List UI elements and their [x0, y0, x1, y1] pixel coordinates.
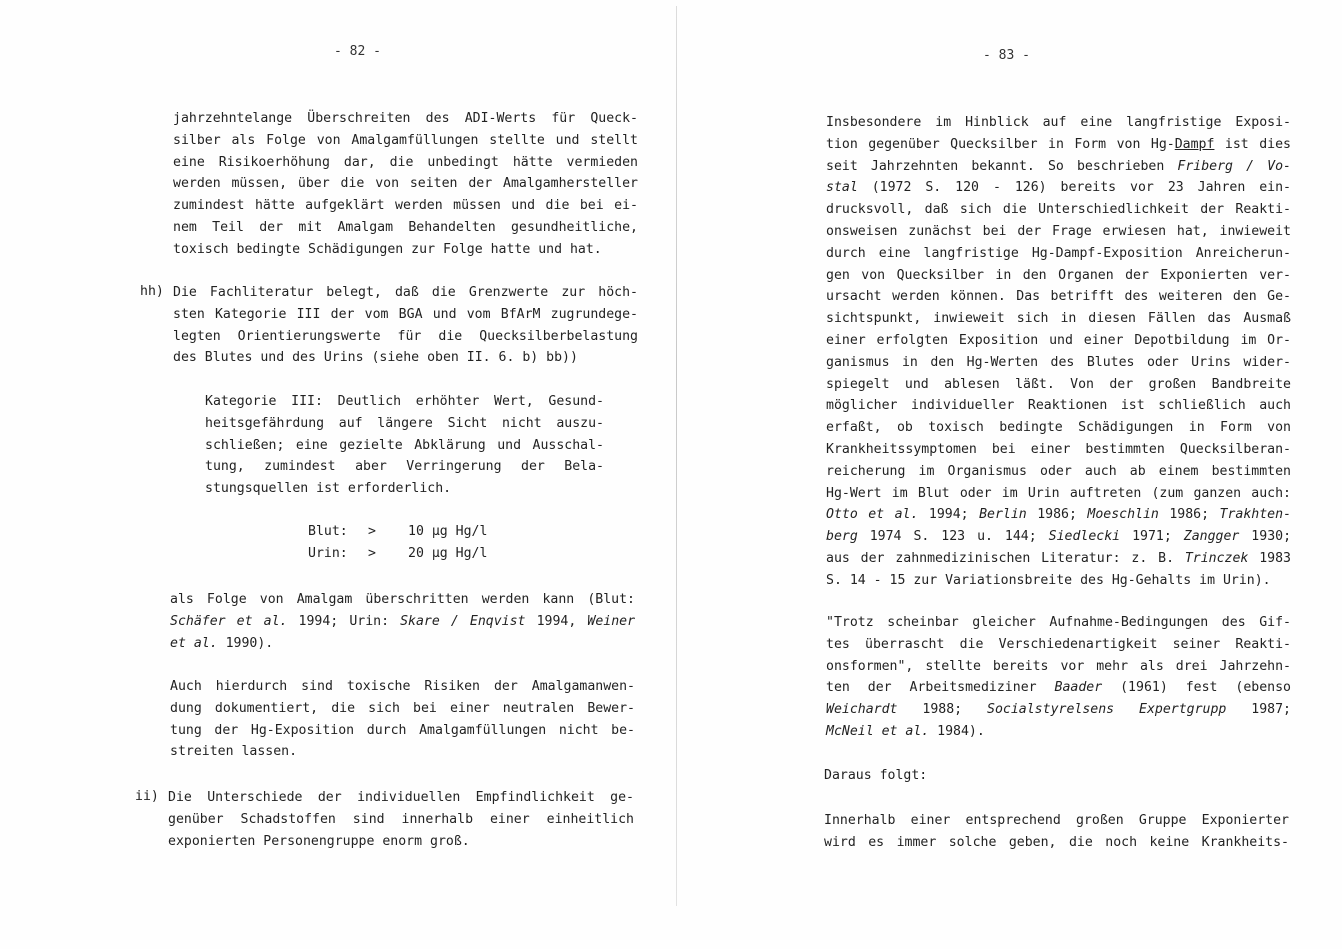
text-line	[170, 633, 635, 655]
citation: Trakhten-	[1219, 507, 1292, 523]
citation: Berlin	[979, 507, 1027, 523]
limit-name: Urin:	[308, 546, 348, 561]
text-run: 1983	[1248, 550, 1291, 566]
text-line: Die Unterschiede der individuellen Empfindlichkeit ge-	[168, 790, 634, 805]
text-run: 1994,	[525, 613, 588, 629]
quote-kategorie-iii	[205, 391, 604, 500]
text-run: aus der zahnmedizinischen Literatur: z. B.	[826, 550, 1185, 566]
text-line: tes überrascht die Verschiedenartigkeit seiner Reakti-	[826, 636, 1291, 652]
text-run: 1994;	[918, 507, 980, 523]
text-line: legten Orientierungswerte für die Quecksilberbelastung	[173, 328, 638, 344]
paragraph-daraus-folgt	[824, 765, 1289, 787]
text-run: (1961) fest (ebenso	[1102, 680, 1291, 696]
text-line: toxisch bedingte Schädigungen zur Folge hatte und hat.	[173, 241, 602, 257]
text-line	[826, 699, 1291, 721]
limit-values	[308, 521, 487, 565]
citation: Moeschlin	[1087, 507, 1159, 523]
citation: Socialstyrelsens Expertgrupp	[987, 702, 1227, 718]
item-label-ii: ii)	[135, 789, 159, 804]
text-line: silber als Folge von Amalgamfüllungen stellte und stellt	[173, 132, 638, 148]
paragraph-exposure	[826, 112, 1291, 592]
text-run: 1974 S. 123 u. 144;	[857, 529, 1049, 545]
text-line: Daraus folgt:	[824, 768, 928, 783]
limit-row-blut	[308, 521, 487, 543]
text-line: Die Fachliteratur belegt, daß die Grenzwerte zur höch-	[173, 285, 638, 300]
limit-operator: >	[368, 524, 376, 539]
text-run: 1990).	[217, 635, 274, 651]
text-line: werden müssen, über die von seiten der Amalgamhersteller	[173, 176, 638, 192]
text-line: als Folge von Amalgam überschritten werden kann (Blut:	[170, 592, 635, 607]
citation: Baader	[1054, 680, 1103, 696]
text-line: reicherung im Organismus oder auch ab einem bestimmten	[826, 463, 1291, 479]
text-line	[826, 677, 1291, 699]
text-run: ten der Arbeitsmediziner	[826, 680, 1055, 696]
text-line: onsweisen zunächst bei der Frage erwiesen hat, inwieweit	[826, 223, 1291, 239]
text-line	[826, 504, 1291, 526]
text-line: genüber Schadstoffen sind innerhalb einer einheitlich	[168, 811, 634, 827]
text-line: einer erfolgten Exposition und einer Depotbildung im Or-	[826, 332, 1291, 348]
text-line: spiegelt und ablesen läßt. Von der großen Bandbreite	[826, 376, 1291, 392]
citation: et al.	[170, 635, 218, 651]
text-run: seit Jahrzehnten bekannt. So beschrieben	[826, 158, 1178, 174]
page-number: - 82 -	[334, 44, 381, 59]
text-run: 1987;	[1226, 702, 1291, 718]
text-line: nem Teil der mit Amalgam Behandelten gesundheitliche,	[173, 219, 638, 235]
text-line: erfaßt, ob toxisch bedingte Schädigungen in Form von	[826, 420, 1291, 436]
text-line: sichtspunkt, inwieweit sich in diesen Fällen das Ausmaß	[826, 311, 1291, 327]
text-line: exponierten Personengruppe enorm groß.	[168, 833, 470, 849]
text-run: 1984).	[929, 723, 985, 739]
text-line: des Blutes und des Urins (siehe oben II. 6. b) bb))	[173, 350, 578, 366]
paragraph-hh	[173, 282, 638, 369]
limit-operator: >	[368, 546, 376, 561]
limit-value: 10 µg Hg/l	[408, 524, 488, 539]
text-line: Hg-Wert im Blut oder im Urin auftreten (zum ganzen auch:	[826, 485, 1291, 501]
paragraph-risks	[170, 676, 635, 763]
text-line	[826, 721, 1291, 743]
citation: Zangger	[1183, 529, 1240, 545]
text-line: stungsquellen ist erforderlich.	[205, 481, 452, 497]
text-line: Kategorie III: Deutlich erhöhter Wert, Gesund-	[205, 394, 604, 409]
text-line: eine Risikoerhöhung dar, die unbedingt hätte vermieden	[173, 154, 638, 170]
text-line	[826, 134, 1291, 156]
text-line: tung der Hg-Exposition durch Amalgamfüllungen nicht be-	[170, 722, 635, 738]
text-line: drucksvoll, daß sich die Unterschiedlichkeit der Reakti-	[826, 202, 1291, 218]
paragraph-adi	[173, 108, 638, 261]
text-run: 1986;	[1158, 507, 1220, 523]
limit-value: 20 µg Hg/l	[408, 546, 488, 561]
text-line	[826, 548, 1291, 570]
text-line: streiten lassen.	[170, 744, 298, 760]
text-line: durch eine langfristige Hg-Dampf-Exposition Anreicherun-	[826, 245, 1291, 261]
citation: Friberg / Vo-	[1177, 158, 1291, 174]
citation: Skare / Enqvist	[400, 613, 526, 629]
text-line	[826, 156, 1291, 178]
citation: Schäfer et al.	[170, 613, 288, 629]
citation: stal	[826, 180, 858, 196]
text-line: Auch hierdurch sind toxische Risiken der Amalgamanwen-	[170, 679, 635, 694]
text-line: Innerhalb einer entsprechend großen Gruppe Exponierter	[824, 813, 1289, 828]
text-line: ganismus in den Hg-Werten des Blutes oder Urins wider-	[826, 354, 1291, 370]
page-83	[677, 0, 1342, 949]
text-run: (1972 S. 120 - 126) bereits vor 23 Jahren ein-	[857, 180, 1291, 196]
text-run: Dampf	[1174, 136, 1215, 152]
text-run: tion gegenüber Quecksilber in Form von Hg-	[826, 136, 1175, 152]
text-line: wird es immer solche geben, die noch keine Krankheits-	[824, 834, 1289, 850]
citation: Weiner	[587, 613, 636, 629]
text-line: "Trotz scheinbar gleicher Aufnahme-Bedingungen des Gif-	[826, 615, 1291, 630]
limit-row-urin	[308, 543, 487, 565]
citation: McNeil et al.	[826, 723, 930, 739]
text-line: ursacht werden können. Das betrifft des weiteren den Ge-	[826, 289, 1291, 305]
text-run: 1971;	[1120, 529, 1184, 545]
text-line: gen von Quecksilber in den Organen der Exponierten ver-	[826, 267, 1291, 283]
text-line	[170, 611, 635, 633]
limit-name: Blut:	[308, 524, 348, 539]
text-line: dung dokumentiert, die sich bei einer neutralen Bewer-	[170, 700, 635, 716]
paragraph-conclusion	[824, 810, 1289, 854]
text-line: möglicher individueller Reaktionen ist schließlich auch	[826, 398, 1291, 414]
paragraph-amalgam-exceeded	[170, 589, 635, 654]
citation: Trinczek	[1184, 550, 1249, 566]
citation: Weichardt	[826, 702, 898, 718]
text-line: tung, zumindest aber Verringerung der Bela-	[205, 459, 604, 475]
citation: Siedlecki	[1048, 529, 1121, 545]
text-line: jahrzehntelange Überschreiten des ADI-Werts für Queck-	[173, 111, 638, 126]
citation: Otto et al.	[826, 507, 919, 523]
citation: berg	[826, 529, 858, 545]
text-line: onsformen", stellte bereits vor mehr als drei Jahrzehn-	[826, 658, 1291, 674]
text-line	[826, 177, 1291, 199]
text-run: 1930;	[1239, 529, 1292, 545]
text-line: heitsgefährdung auf längere Sicht nicht auszu-	[205, 415, 604, 431]
paragraph-ii	[168, 787, 634, 852]
text-line: Krankheitssymptomen bei einer bestimmten Quecksilberan-	[826, 441, 1291, 457]
text-line: Insbesondere im Hinblick auf eine langfristige Exposi-	[826, 115, 1291, 130]
text-run: ist dies	[1214, 136, 1291, 152]
text-run: 1988;	[897, 702, 988, 718]
text-line: schließen; eine gezielte Abklärung und Ausschal-	[205, 437, 604, 453]
page-number: - 83 -	[983, 48, 1030, 63]
text-run: 1986;	[1026, 507, 1088, 523]
item-label-hh: hh)	[140, 284, 164, 299]
paragraph-baader-quote	[826, 612, 1291, 743]
text-line: zumindest hätte aufgeklärt werden müssen und die bei ei-	[173, 198, 638, 214]
text-run: 1994; Urin:	[287, 613, 401, 629]
text-line: sten Kategorie III der vom BGA und vom BfArM zugrundege-	[173, 306, 638, 322]
text-line: S. 14 - 15 zur Variationsbreite des Hg-Gehalts im Urin).	[826, 572, 1271, 588]
text-line	[826, 526, 1291, 548]
